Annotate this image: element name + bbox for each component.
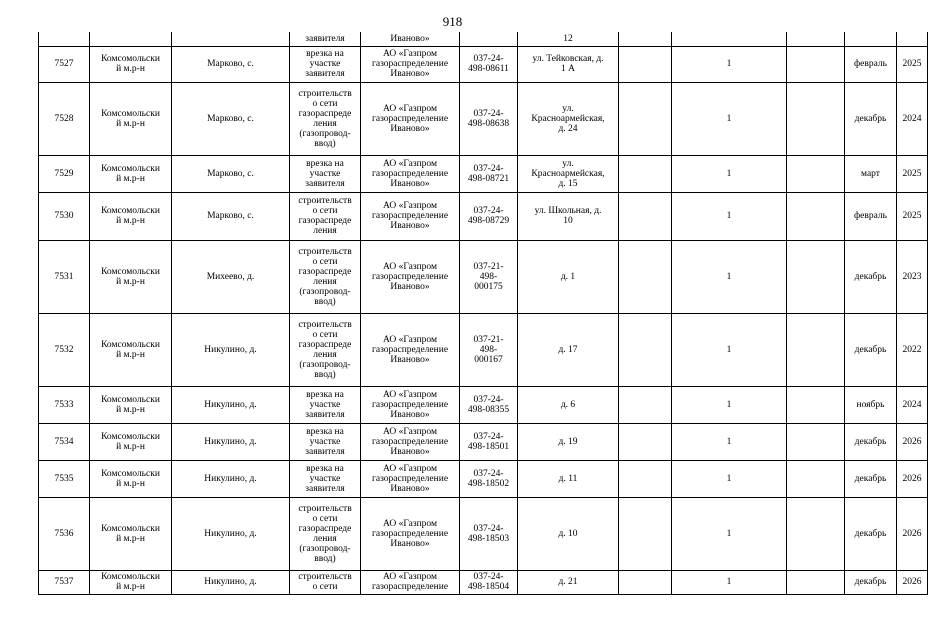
cell-mark: 1 <box>672 386 787 423</box>
cell-address: д. 21 <box>518 570 619 594</box>
cell-empty-b <box>787 460 845 497</box>
cell-settlement <box>172 32 290 46</box>
cell-year: 2026 <box>897 570 928 594</box>
cell-number: 7530 <box>39 192 90 240</box>
cell-code: 037-24- 498-18501 <box>460 423 518 460</box>
table-body <box>39 32 928 594</box>
cell-organization: Иваново» <box>361 32 460 46</box>
cell-address: ул. Тейковская, д. 1 А <box>518 46 619 82</box>
cell-address: ул. Красноармейская, д. 24 <box>518 82 619 155</box>
cell-mark: 1 <box>672 46 787 82</box>
cell-empty-a <box>619 240 672 313</box>
cell-year <box>897 32 928 46</box>
cell-number: 7537 <box>39 570 90 594</box>
cell-year: 2022 <box>897 313 928 386</box>
cell-empty-b <box>787 155 845 192</box>
cell-settlement: Марково, с. <box>172 155 290 192</box>
cell-empty-a <box>619 313 672 386</box>
cell-district: Комсомольски й м.р-н <box>90 386 172 423</box>
cell-empty-b <box>787 313 845 386</box>
table-row <box>39 192 928 240</box>
table-row <box>39 386 928 423</box>
cell-empty-a <box>619 155 672 192</box>
cell-address: 12 <box>518 32 619 46</box>
cell-settlement: Никулино, д. <box>172 497 290 570</box>
cell-number: 7536 <box>39 497 90 570</box>
cell-number: 7534 <box>39 423 90 460</box>
cell-work-type: врезка на участке заявителя <box>290 460 361 497</box>
cell-code: 037-21- 498- 000167 <box>460 313 518 386</box>
cell-district: Комсомольски й м.р-н <box>90 423 172 460</box>
cell-district: Комсомольски й м.р-н <box>90 46 172 82</box>
cell-organization: АО «Газпром газораспределение Иваново» <box>361 497 460 570</box>
cell-work-type: заявителя <box>290 32 361 46</box>
cell-year: 2026 <box>897 460 928 497</box>
cell-district: Комсомольски й м.р-н <box>90 192 172 240</box>
cell-empty-b <box>787 570 845 594</box>
cell-settlement: Никулино, д. <box>172 423 290 460</box>
cell-address: д. 1 <box>518 240 619 313</box>
cell-empty-b <box>787 32 845 46</box>
cell-number: 7528 <box>39 82 90 155</box>
cell-address: ул. Школьная, д. 10 <box>518 192 619 240</box>
cell-empty-a <box>619 32 672 46</box>
cell-empty-a <box>619 46 672 82</box>
cell-month: декабрь <box>845 497 897 570</box>
gas-connection-table <box>38 32 928 595</box>
cell-work-type: врезка на участке заявителя <box>290 386 361 423</box>
cell-settlement: Никулино, д. <box>172 570 290 594</box>
cell-mark: 1 <box>672 460 787 497</box>
cell-code: 037-21- 498- 000175 <box>460 240 518 313</box>
cell-work-type: врезка на участке заявителя <box>290 46 361 82</box>
cell-month: февраль <box>845 46 897 82</box>
cell-work-type: строительств о сети газораспреде ления (газопровод- ввод) <box>290 82 361 155</box>
cell-empty-b <box>787 386 845 423</box>
cell-empty-b <box>787 497 845 570</box>
cell-mark: 1 <box>672 82 787 155</box>
cell-year: 2025 <box>897 155 928 192</box>
cell-year: 2024 <box>897 82 928 155</box>
table-row-carry-over <box>39 32 928 46</box>
cell-mark: 1 <box>672 570 787 594</box>
cell-number: 7529 <box>39 155 90 192</box>
cell-address: д. 6 <box>518 386 619 423</box>
cell-mark <box>672 32 787 46</box>
table-row <box>39 423 928 460</box>
cell-organization: АО «Газпром газораспределение Иваново» <box>361 155 460 192</box>
cell-empty-a <box>619 497 672 570</box>
cell-work-type: врезка на участке заявителя <box>290 155 361 192</box>
cell-settlement: Марково, с. <box>172 46 290 82</box>
cell-number: 7531 <box>39 240 90 313</box>
cell-organization: АО «Газпром газораспределение Иваново» <box>361 240 460 313</box>
table-row <box>39 570 928 594</box>
cell-settlement: Михеево, д. <box>172 240 290 313</box>
cell-mark: 1 <box>672 423 787 460</box>
cell-settlement: Никулино, д. <box>172 313 290 386</box>
table-row <box>39 460 928 497</box>
cell-district: Комсомольски й м.р-н <box>90 313 172 386</box>
cell-code <box>460 32 518 46</box>
cell-code: 037-24- 498-08638 <box>460 82 518 155</box>
table-row <box>39 497 928 570</box>
cell-year: 2025 <box>897 46 928 82</box>
cell-organization: АО «Газпром газораспределение Иваново» <box>361 386 460 423</box>
cell-mark: 1 <box>672 497 787 570</box>
cell-settlement: Марково, с. <box>172 192 290 240</box>
cell-month: декабрь <box>845 460 897 497</box>
cell-district: Комсомольски й м.р-н <box>90 82 172 155</box>
cell-empty-a <box>619 570 672 594</box>
cell-settlement: Никулино, д. <box>172 386 290 423</box>
cell-month: декабрь <box>845 313 897 386</box>
cell-organization: АО «Газпром газораспределение <box>361 570 460 594</box>
cell-month: февраль <box>845 192 897 240</box>
cell-code: 037-24- 498-18503 <box>460 497 518 570</box>
cell-work-type: строительств о сети газораспреде ления (газопровод- ввод) <box>290 313 361 386</box>
cell-empty-b <box>787 82 845 155</box>
cell-month: март <box>845 155 897 192</box>
table-row <box>39 155 928 192</box>
cell-code: 037-24- 498-08721 <box>460 155 518 192</box>
cell-mark: 1 <box>672 313 787 386</box>
cell-address: д. 19 <box>518 423 619 460</box>
cell-month: ноябрь <box>845 386 897 423</box>
cell-district: Комсомольски й м.р-н <box>90 155 172 192</box>
table-row <box>39 240 928 313</box>
table-row <box>39 82 928 155</box>
cell-month: декабрь <box>845 240 897 313</box>
cell-empty-a <box>619 423 672 460</box>
cell-code: 037-24- 498-18504 <box>460 570 518 594</box>
cell-number <box>39 32 90 46</box>
cell-address: д. 11 <box>518 460 619 497</box>
cell-number: 7533 <box>39 386 90 423</box>
cell-organization: АО «Газпром газораспределение Иваново» <box>361 46 460 82</box>
cell-empty-b <box>787 192 845 240</box>
cell-code: 037-24- 498-08729 <box>460 192 518 240</box>
cell-district: Комсомольски й м.р-н <box>90 240 172 313</box>
cell-organization: АО «Газпром газораспределение Иваново» <box>361 192 460 240</box>
page-number: 918 <box>442 14 463 29</box>
cell-district: Комсомольски й м.р-н <box>90 497 172 570</box>
cell-organization: АО «Газпром газораспределение Иваново» <box>361 313 460 386</box>
cell-number: 7535 <box>39 460 90 497</box>
cell-mark: 1 <box>672 155 787 192</box>
cell-organization: АО «Газпром газораспределение Иваново» <box>361 423 460 460</box>
cell-organization: АО «Газпром газораспределение Иваново» <box>361 460 460 497</box>
cell-work-type: строительств о сети газораспреде ления (газопровод- ввод) <box>290 497 361 570</box>
cell-address: д. 17 <box>518 313 619 386</box>
cell-organization: АО «Газпром газораспределение Иваново» <box>361 82 460 155</box>
cell-work-type: врезка на участке заявителя <box>290 423 361 460</box>
cell-district: Комсомольски й м.р-н <box>90 460 172 497</box>
cell-mark: 1 <box>672 192 787 240</box>
cell-month <box>845 32 897 46</box>
cell-year: 2025 <box>897 192 928 240</box>
cell-year: 2026 <box>897 497 928 570</box>
cell-address: ул. Красноармейская, д. 15 <box>518 155 619 192</box>
cell-settlement: Никулино, д. <box>172 460 290 497</box>
cell-empty-a <box>619 386 672 423</box>
cell-empty-a <box>619 460 672 497</box>
cell-work-type: строительств о сети газораспреде ления (газопровод- ввод) <box>290 240 361 313</box>
cell-code: 037-24- 498-08611 <box>460 46 518 82</box>
cell-district: Комсомольски й м.р-н <box>90 570 172 594</box>
cell-empty-a <box>619 192 672 240</box>
cell-empty-b <box>787 423 845 460</box>
table-row <box>39 313 928 386</box>
cell-code: 037-24- 498-18502 <box>460 460 518 497</box>
cell-district <box>90 32 172 46</box>
cell-address: д. 10 <box>518 497 619 570</box>
cell-work-type: строительств о сети газораспреде ления <box>290 192 361 240</box>
cell-year: 2024 <box>897 386 928 423</box>
cell-number: 7527 <box>39 46 90 82</box>
table-row <box>39 46 928 82</box>
cell-settlement: Марково, с. <box>172 82 290 155</box>
cell-empty-b <box>787 46 845 82</box>
cell-month: декабрь <box>845 423 897 460</box>
cell-month: декабрь <box>845 570 897 594</box>
cell-year: 2026 <box>897 423 928 460</box>
cell-mark: 1 <box>672 240 787 313</box>
cell-number: 7532 <box>39 313 90 386</box>
cell-work-type: строительств о сети <box>290 570 361 594</box>
cell-month: декабрь <box>845 82 897 155</box>
cell-empty-a <box>619 82 672 155</box>
cell-empty-b <box>787 240 845 313</box>
cell-year: 2023 <box>897 240 928 313</box>
cell-code: 037-24- 498-08355 <box>460 386 518 423</box>
